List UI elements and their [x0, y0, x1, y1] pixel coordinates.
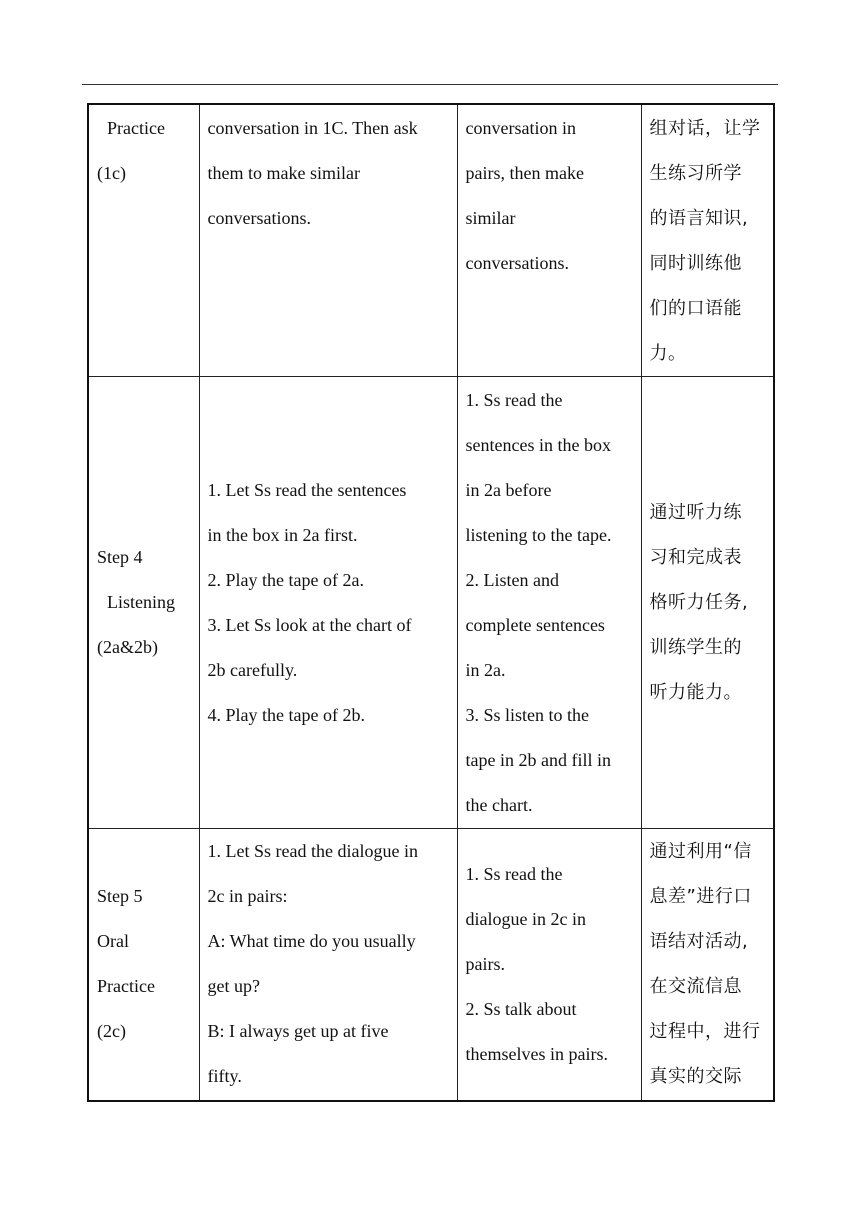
student-activity-cell — [457, 377, 641, 829]
teacher-activity-cell — [199, 829, 457, 1101]
student-line: themselves in pairs. — [465, 1043, 608, 1064]
table-row — [88, 829, 774, 1101]
purpose-line: 听力能力。 — [649, 682, 742, 703]
teacher-line: 1. Let Ss read the sentences — [207, 479, 407, 500]
student-line: 1. Ss read the — [465, 389, 563, 410]
purpose-line: 息差”进行口 — [649, 886, 752, 908]
stage-line: Step 4 — [97, 547, 143, 567]
teacher-line: conversation in 1C. Then ask — [207, 118, 418, 138]
stage-cell — [88, 829, 199, 1101]
purpose-cell — [641, 104, 774, 377]
purpose-line: 生练习所学 — [649, 163, 742, 184]
purpose-line: 真实的交际 — [649, 1066, 742, 1088]
student-line: in 2a. — [465, 659, 506, 680]
student-line: in 2a before — [465, 479, 552, 500]
teacher-line: 2b carefully. — [207, 659, 298, 680]
student-line: similar — [465, 208, 516, 228]
student-line: pairs, then make — [465, 163, 584, 183]
stage-cell — [88, 104, 199, 377]
stage-line: (1c) — [97, 163, 126, 183]
teacher-line: conversations. — [207, 208, 311, 228]
teacher-line: get up? — [207, 976, 260, 997]
stage-line: Practice — [97, 976, 155, 997]
teacher-line: 3. Let Ss look at the chart of — [207, 614, 412, 635]
student-line: the chart. — [465, 794, 533, 815]
student-line: pairs. — [465, 953, 505, 974]
purpose-line: 的语言知识, — [649, 208, 749, 229]
purpose-line: 通过利用“信 — [649, 841, 752, 863]
student-activity-cell — [457, 104, 641, 377]
teacher-line: B: I always get up at five — [207, 1021, 389, 1042]
teacher-line: 2c in pairs: — [207, 886, 288, 907]
stage-line: Listening — [107, 592, 175, 612]
student-line: conversation in — [465, 118, 576, 138]
stage-line: Step 5 — [97, 886, 143, 907]
teacher-activity-cell — [199, 377, 457, 829]
student-line: 2. Listen and — [465, 569, 559, 590]
student-line: dialogue in 2c in — [465, 908, 586, 929]
purpose-line: 格听力任务, — [649, 592, 749, 613]
stage-line: Practice — [107, 118, 165, 138]
student-line: conversations. — [465, 253, 569, 273]
purpose-line: 们的口语能 — [649, 298, 742, 319]
purpose-line: 过程中，进行 — [649, 1021, 761, 1043]
lesson-plan-table — [87, 103, 775, 1102]
purpose-cell — [641, 829, 774, 1101]
purpose-line: 组对话，让学 — [649, 118, 761, 139]
stage-cell — [88, 377, 199, 829]
teacher-line: 1. Let Ss read the dialogue in — [207, 841, 418, 862]
student-line: 1. Ss read the — [465, 863, 563, 884]
purpose-line: 通过听力练 — [649, 502, 742, 523]
teacher-activity-cell — [199, 104, 457, 377]
student-line: tape in 2b and fill in — [465, 749, 611, 770]
teacher-line: 2. Play the tape of 2a. — [207, 569, 364, 590]
student-line: sentences in the box — [465, 434, 611, 455]
purpose-line: 训练学生的 — [649, 637, 742, 658]
student-line: 3. Ss listen to the — [465, 704, 590, 725]
teacher-line: in the box in 2a first. — [207, 524, 358, 545]
stage-line: (2c) — [97, 1021, 126, 1042]
student-line: complete sentences — [465, 614, 605, 635]
student-activity-cell — [457, 829, 641, 1101]
purpose-line: 语结对活动, — [649, 931, 749, 953]
table-row — [88, 104, 774, 377]
purpose-line: 习和完成表 — [649, 547, 742, 568]
stage-line: Oral — [97, 931, 129, 952]
header-rule — [82, 84, 778, 85]
teacher-line: 4. Play the tape of 2b. — [207, 704, 365, 725]
teacher-line: fifty. — [207, 1066, 242, 1087]
stage-line: (2a&2b) — [97, 637, 158, 657]
teacher-line: A: What time do you usually — [207, 931, 416, 952]
purpose-line: 力。 — [649, 343, 687, 364]
student-line: listening to the tape. — [465, 524, 612, 545]
purpose-line: 同时训练他 — [649, 253, 742, 274]
purpose-cell — [641, 377, 774, 829]
table-row — [88, 377, 774, 829]
purpose-line: 在交流信息 — [649, 976, 742, 998]
student-line: 2. Ss talk about — [465, 998, 577, 1019]
teacher-line: them to make similar — [207, 163, 360, 183]
